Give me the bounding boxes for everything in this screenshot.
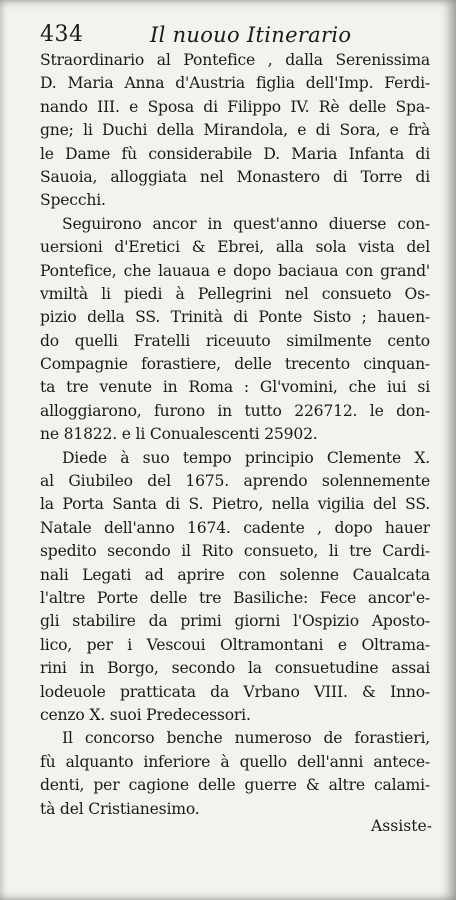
text-line: la Porta Santa di S. Pietro, nella vigilia del SS. xyxy=(40,495,430,514)
text-line: ne 81822. e li Conualescenti 25902. xyxy=(40,425,318,444)
text-line: pizio della SS. Trinità di Ponte Sisto ; hauen- xyxy=(40,308,430,327)
text-line: D. Maria Anna d'Austria figlia dell'Imp. Ferdi- xyxy=(40,74,430,93)
text-line: rini in Borgo, secondo la consuetudine assai xyxy=(40,659,430,678)
text-line: gli stabilire da primi giorni l'Ospizio Aposto- xyxy=(40,612,430,631)
text-line: lico, per i Vescoui Oltramontani e Oltrama- xyxy=(40,635,430,654)
text-line: do quelli Fratelli riceuuto similmente cento xyxy=(40,331,430,350)
text-line: nando III. e Sposa di Filippo IV. Rè delle Spa- xyxy=(40,97,430,116)
text-line: al Giubileo del 1675. aprendo solennemente xyxy=(40,472,430,491)
text-line: Il concorso benche numeroso de forastieri, xyxy=(62,729,430,748)
text-line: vmiltà li piedi à Pellegrini nel consueto Os- xyxy=(40,284,430,303)
text-line: alloggiarono, furono in tutto 226712. le don- xyxy=(40,401,430,420)
text-line: Sauoia, alloggiata nel Monastero di Torre di xyxy=(40,167,430,186)
text-line: cenzo X. suoi Predecessori. xyxy=(40,705,251,724)
text-line: ta tre venute in Roma : Gl'vomini, che iui si xyxy=(40,378,430,397)
text-line: Straordinario al Pontefice , dalla Serenissima xyxy=(40,51,430,69)
text-line: nali Legati ad aprire con solenne Caualcata xyxy=(40,565,430,584)
page-header xyxy=(40,22,440,48)
text-line: le Dame fù considerabile D. Maria Infanta di xyxy=(40,144,430,163)
text-line: lodeuole pratticata da Vrbano VIII. & Inno- xyxy=(40,682,430,701)
text-line: denti, per cagione delle guerre & altre calami- xyxy=(40,776,430,795)
paragraph xyxy=(40,447,430,728)
text-line: l'altre Porte delle tre Basiliche: Fece ancor'e- xyxy=(40,588,430,607)
paragraph xyxy=(40,49,430,213)
text-line: spedito secondo il Rito consueto, li tre Cardi- xyxy=(40,542,430,561)
text-line: Diede à suo tempo principio Clemente X. xyxy=(62,448,430,467)
text-line: uersioni d'Eretici & Ebrei, alla sola vista del xyxy=(40,238,430,257)
paragraph xyxy=(40,213,430,447)
text-line: tà del Cristianesimo. xyxy=(40,799,200,818)
text-line: fù alquanto inferiore à quello dell'anni antece- xyxy=(40,752,430,771)
page-body xyxy=(40,49,430,821)
text-line: Compagnie forastiere, delle trecento cinquan- xyxy=(40,355,430,374)
text-line: Specchi. xyxy=(40,191,106,210)
text-line: Natale dell'anno 1674. cadente , dopo hauer xyxy=(40,518,430,537)
text-line: gne; li Duchi della Mirandola, e di Sora, e frà xyxy=(40,121,430,140)
paragraph xyxy=(40,727,430,821)
page-number: 434 xyxy=(40,22,84,47)
text-line: Pontefice, che lauaua e dopo baciaua con grand' xyxy=(40,261,430,280)
running-head: Il nuouo Itinerario xyxy=(150,23,352,47)
text-line: Seguirono ancor in quest'anno diuerse con- xyxy=(62,214,430,233)
catchword: Assiste- xyxy=(370,817,432,835)
